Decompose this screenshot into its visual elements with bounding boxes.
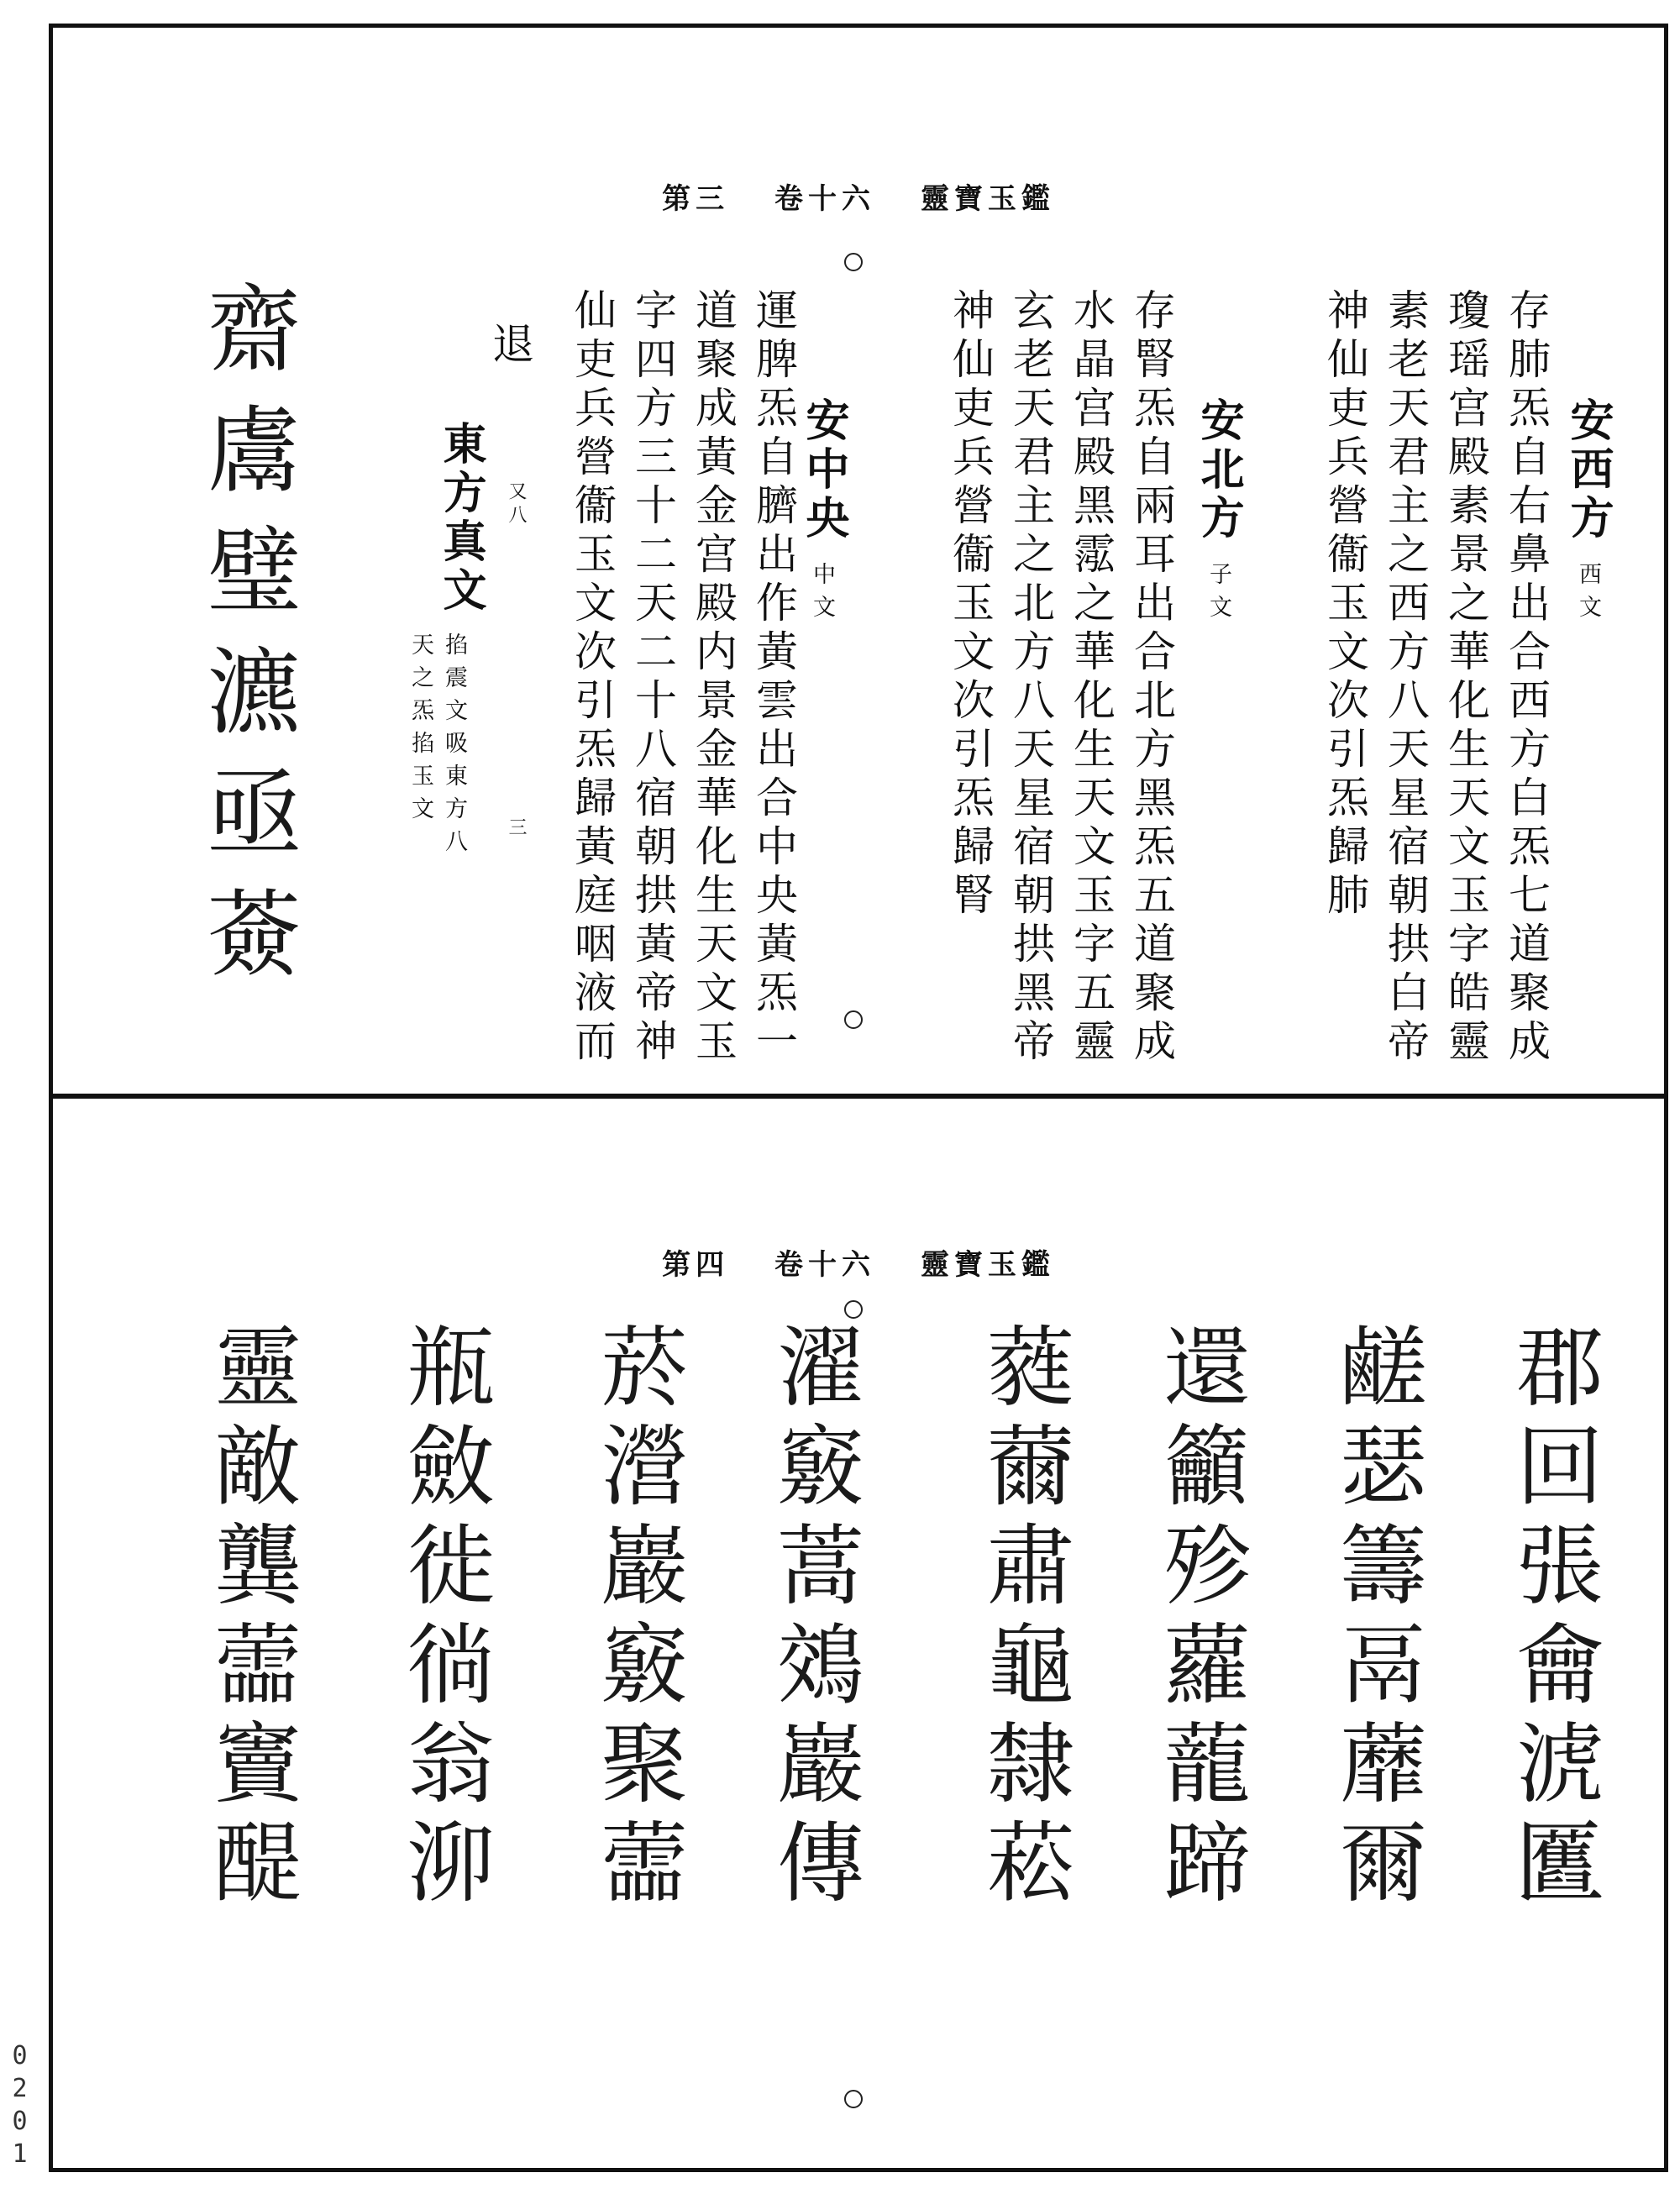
binding-hole xyxy=(844,1010,863,1029)
side-annotation: 三 xyxy=(506,817,527,841)
seal-script-column: 瓶斂徙徜翁泖 xyxy=(392,1321,495,1916)
running-head-leaf: 第四 xyxy=(662,1248,730,1282)
seal-script-column: 菸瀯巖竅聚蘦 xyxy=(585,1321,688,1916)
section-title-note-west: 西文 xyxy=(1575,562,1601,627)
running-head-title: 靈寶玉鑑 xyxy=(920,1248,1055,1282)
text-column: 玄老天君主之北方八天星宿朝拱黑帝 xyxy=(1006,288,1055,1068)
binding-hole xyxy=(844,1300,863,1319)
seal-script-column: 還籲殄蘿蘢蹄 xyxy=(1148,1321,1251,1916)
section-title-east: 東方真文 xyxy=(435,421,486,616)
seal-script-column: 蕤薾肅龜隸菘 xyxy=(972,1321,1074,1916)
section-title-note-center: 中文 xyxy=(809,562,835,627)
text-column: 字四方三十二天二十八宿朝拱黃帝神 xyxy=(628,288,677,1068)
running-head-bottom xyxy=(53,1241,1664,1283)
seal-script-column: 郡回張龠淲匶 xyxy=(1501,1321,1604,1916)
running-head-title: 靈寶玉鑑 xyxy=(920,182,1055,216)
seal-script-column: 濯竅蒿鵁巖傳 xyxy=(762,1321,864,1916)
section-title-center: 安中央 xyxy=(798,397,849,543)
page-number: 0201 xyxy=(5,2041,34,2172)
running-head-juan: 卷十六 xyxy=(774,1248,875,1282)
text-column: 素老天君主之西方八天星宿朝拱白帝 xyxy=(1381,288,1430,1068)
section-title-north: 安北方 xyxy=(1193,397,1244,543)
text-column: 道聚成黃金宫殿内景金華化生天文玉 xyxy=(689,288,738,1068)
running-head-leaf: 第三 xyxy=(662,182,730,216)
east-note: 掐震文吸東方八 xyxy=(441,632,467,862)
text-column: 運脾炁自臍出作黃雲出合中央黃炁一 xyxy=(749,288,798,1068)
top-panel xyxy=(53,28,1664,1099)
text-column: 存腎炁自兩耳出合北方黑炁五道聚成 xyxy=(1127,288,1176,1068)
text-column: 神仙吏兵營衞玉文次引炁歸腎 xyxy=(946,288,995,921)
text-column: 瓊瑶宫殿素景之華化生天文玉字皓靈 xyxy=(1441,288,1490,1068)
section-title-west: 安西方 xyxy=(1562,397,1614,543)
seal-script-column: 齋鬳璧瀌亟薟 xyxy=(192,280,301,1005)
east-note: 天之炁掐玉文 xyxy=(407,632,433,829)
running-head-top xyxy=(53,176,1664,217)
text-column: 水晶宫殿黑霐之華化生天文玉字五靈 xyxy=(1067,288,1116,1068)
seal-script-column: 鹺瑟籌鬲蘼爾 xyxy=(1325,1321,1427,1916)
text-column: 神仙吏兵營衞玉文次引炁歸肺 xyxy=(1320,288,1369,921)
text-column: 存肺炁自右鼻出合西方白炁七道聚成 xyxy=(1502,288,1551,1068)
section-title-note-north: 子文 xyxy=(1205,562,1231,627)
side-annotation: 又八 xyxy=(506,481,527,528)
text-column: 仙吏兵營衞玉文次引炁歸黃庭咽液而 xyxy=(568,288,617,1068)
retreat-mark: 退 xyxy=(486,322,534,370)
binding-hole xyxy=(844,2090,863,2108)
seal-script-column: 靈敵龔蘦竇醍 xyxy=(199,1321,302,1916)
running-head-juan: 卷十六 xyxy=(774,182,875,216)
page-frame xyxy=(49,24,1668,2172)
binding-hole xyxy=(844,253,863,271)
